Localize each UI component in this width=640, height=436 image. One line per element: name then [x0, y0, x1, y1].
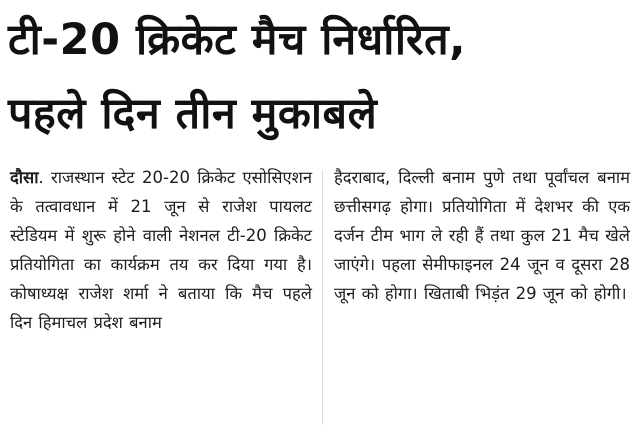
dateline-separator: .: [38, 168, 52, 187]
headline-line-1: टी-20 क्रिकेट मैच निर्धारित,: [8, 15, 466, 65]
article-column-left: [10, 163, 312, 337]
column-divider: [322, 170, 323, 425]
body-text-right: हैदराबाद, दिल्ली बनाम पुणे तथा पूर्वांचल बनाम छत्तीसगढ़ होगा। प्रतियोगिता में देशभर की एक दर्जन टीम भाग ले रही हैं तथा कुल 21 मैच खेले जाएंगे। पहला सेमीफाइनल 24 जून व दूसरा 28 जून को होगा। खिताबी भिड़ंत 29 जून को होगी।: [334, 168, 630, 303]
body-text-left: राजस्थान स्टेट 20-20 क्रिकेट एसोसिएशन के तत्वावधान में 21 जून से राजेश पायलट स्टेडियम में शुरू होने वाली नेशनल टी-20 क्रिकेट प्रतियोगिता का कार्यक्रम तय कर दिया गया है। कोषाध्यक्ष राजेश शर्मा ने बताया कि मैच पहले दिन हिमाचल प्रदेश बनाम: [10, 168, 312, 332]
dateline: दौसा: [10, 168, 39, 187]
article-column-right: [334, 163, 630, 308]
headline-line-2: पहले दिन तीन मुकाबले: [8, 89, 378, 139]
